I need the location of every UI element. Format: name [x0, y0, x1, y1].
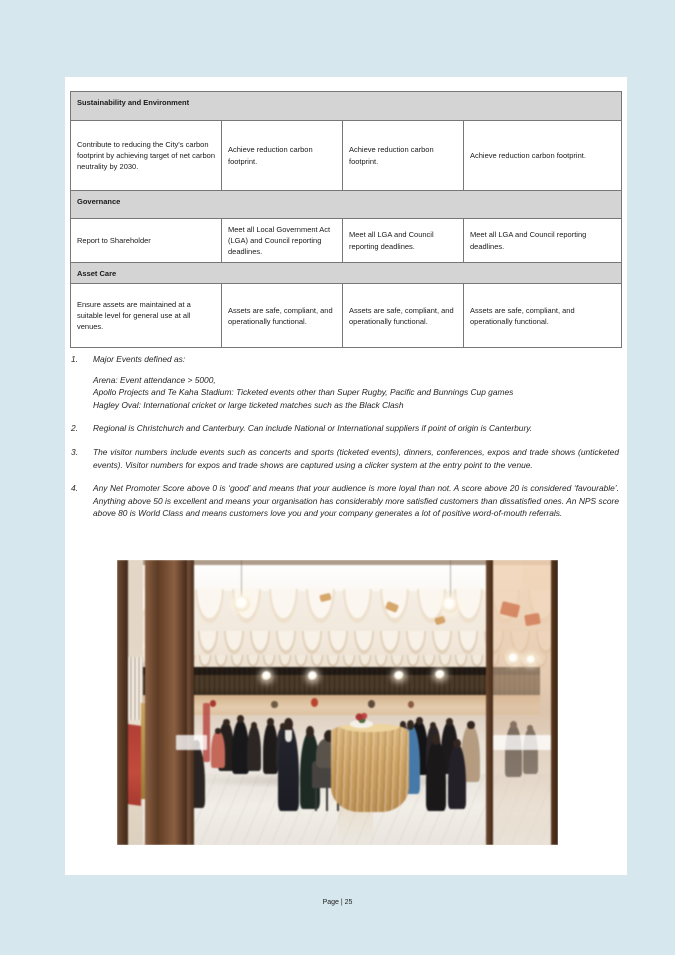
footnote-2 [71, 422, 619, 435]
kpi-table [70, 91, 622, 348]
footnote-number: 1. [71, 354, 78, 364]
table-cell: Meet all LGA and Council reporting deadlines. [464, 219, 622, 263]
event-venue-photo [117, 560, 558, 845]
footnotes-list [71, 353, 619, 531]
table-cell: Contribute to reducing the City's carbon footprint by achieving target of net carbon neutrality by 2030. [71, 121, 222, 191]
footnote-subline: Apollo Projects and Te Kaha Stadium: Ticketed events other than Super Rugby, Pacific and Bunnings Cup games [93, 387, 514, 398]
table-cell: Assets are safe, compliant, and operationally functional. [343, 284, 464, 348]
table-cell: Assets are safe, compliant, and operationally functional. [222, 284, 343, 348]
table-row [71, 284, 622, 348]
table-cell: Ensure assets are maintained at a suitable level for general use at all venues. [71, 284, 222, 348]
footnote-3 [71, 446, 619, 471]
table-row [71, 219, 622, 263]
section-header-governance: Governance [71, 191, 622, 219]
table-cell: Assets are safe, compliant, and operationally functional. [464, 284, 622, 348]
document-page [65, 77, 627, 875]
footnote-text: The visitor numbers include events such as concerts and sports (ticketed events), dinners, conferences, expos and trade shows (unticketed events). Visitor numbers for expos and trade shows are captured using a clicker system at the entry point to the venue. [93, 447, 619, 470]
photo-scene [117, 560, 558, 845]
section-header-row [71, 92, 622, 121]
footnote-number: 4. [71, 483, 78, 494]
cocktail-table [331, 724, 409, 812]
table-cell: Meet all LGA and Council reporting deadlines. [343, 219, 464, 263]
section-header-asset-care: Asset Care [71, 263, 622, 284]
table-row [71, 121, 622, 191]
table-cell: Meet all Local Government Act (LGA) and Council reporting deadlines. [222, 219, 343, 263]
left-door-frame [117, 560, 128, 845]
red-carpet [128, 724, 141, 806]
table-cell: Achieve reduction carbon footprint. [464, 121, 622, 191]
footnote-4 [71, 482, 619, 520]
footnote-1 [71, 353, 619, 411]
table-cell: Report to Shareholder [71, 219, 222, 263]
footnote-sublines [93, 374, 619, 412]
footnote-text: Major Events defined as: [93, 354, 186, 364]
footnote-number: 3. [71, 447, 78, 458]
page-footer: Page | 25 [322, 899, 353, 906]
table-cell: Achieve reduction carbon footprint. [222, 121, 343, 191]
section-header-row [71, 191, 622, 219]
right-door-frame [486, 560, 493, 845]
footnote-subline: Arena: Event attendance > 5000, [93, 374, 216, 385]
section-header-row [71, 263, 622, 284]
table-cell: Achieve reduction carbon footprint. [343, 121, 464, 191]
footnote-text: Regional is Christchurch and Canterbury. Can include National or International suppliers if point of origin is Canterbury. [93, 423, 533, 434]
footnote-number: 2. [71, 423, 78, 434]
footnote-subline: Hagley Oval: International cricket or large ticketed matches such as the Black Clash [93, 399, 404, 410]
section-header-sustainability: Sustainability and Environment [71, 92, 622, 121]
footnote-text: Any Net Promoter Score above 0 is ‘good’ and means that your audience is more loyal than not. A score above 20 is considered ‘favourable’. Anything above 50 is excellent and means your organisation has considerably more satisfied customers than dissatisfied ones. An NPS score above 80 is World Class and means customers love you and your company generates a lot of positive word-of-mouth referrals. [93, 483, 619, 519]
